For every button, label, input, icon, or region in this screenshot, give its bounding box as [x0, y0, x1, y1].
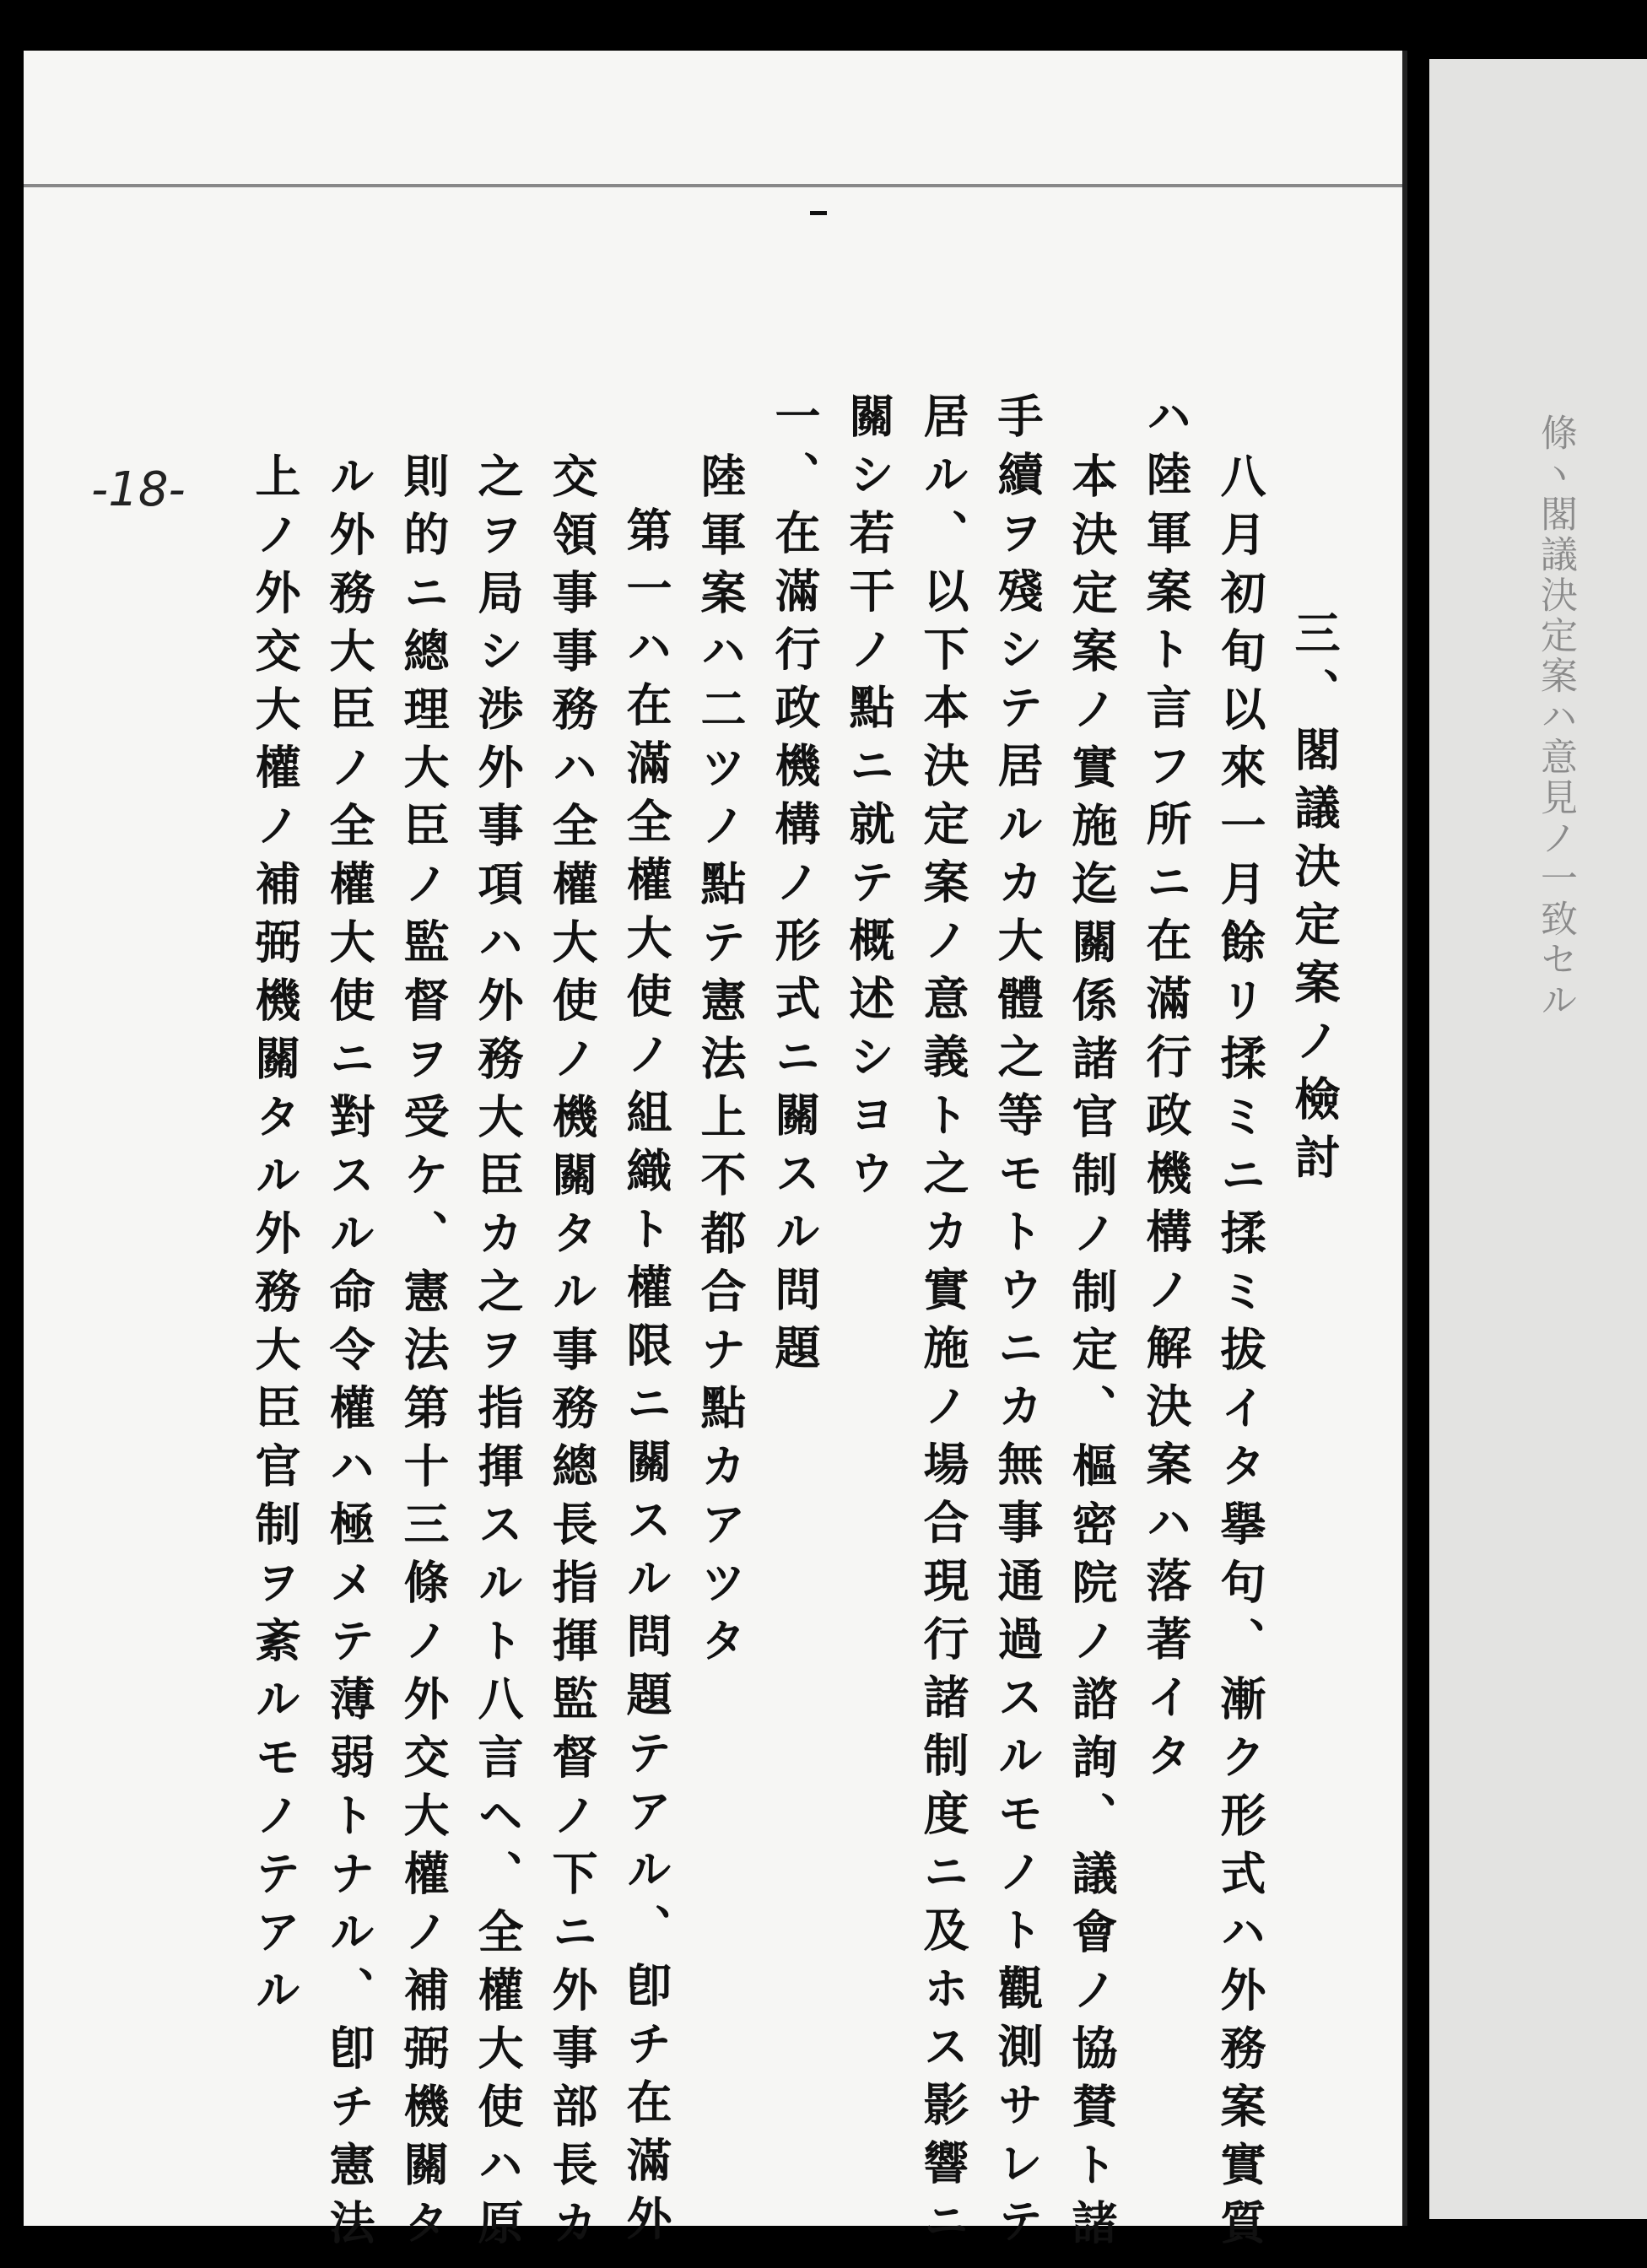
subsection-heading: 一、在滿行政機構ノ形式ニ關スル問題 [768, 392, 822, 1382]
text-line: 本決定案ノ實施迄關係諸官制ノ制定、樞密院ノ諮詢、議會ノ協賛ト諸 [1065, 452, 1119, 2257]
text-line: 手續ヲ殘シテ居ルカ大體之等モトウニカ無事通過スルモノト觀測サレテ [991, 392, 1045, 2255]
text-line: 交領事事務ハ全權大使ノ機關タル事務總長指揮監督ノ下ニ外事部長カ [545, 452, 599, 2257]
text-line: 第一ハ在滿全權大使ノ組織ト權限ニ關スル問題テアル、卽チ在滿外 [619, 506, 673, 2253]
text-line: 則的ニ總理大臣ノ監督ヲ受ケ、憲法第十三條ノ外交大權ノ補弼機關タ [397, 452, 451, 2257]
text-line: 八月初旬以來一月餘リ揉ミニ揉ミ拔イタ擧句、漸ク形式ハ外務案實質 [1213, 452, 1267, 2257]
text-line: 陸軍案ハ二ツノ點テ憲法上不都合ナ點カアツタ [694, 452, 748, 1675]
adjacent-page-text: 條ヽ閣議決定案ハ意見ノ一致セル [1534, 413, 1577, 1021]
top-mark [810, 211, 827, 215]
adjacent-page-strip [1429, 59, 1647, 2219]
text-line: 上ノ外交大權ノ補弼機關タル外務大臣官制ヲ紊ルモノテアル [248, 452, 302, 2024]
text-line: ル外務大臣ノ全權大使ニ對スル命令權ハ極メテ薄弱トナル、卽チ憲法 [322, 452, 376, 2257]
text-line: ハ陸軍案ト言フ所ニ在滿行政機構ノ解決案ハ落著イタ [1139, 392, 1193, 1790]
text-line: 之ヲ局シ渉外事項ハ外務大臣カ之ヲ指揮スルト八言ヘ、全權大使ハ原 [471, 452, 525, 2257]
page-number: -18- [91, 462, 186, 517]
document-page [24, 51, 1407, 2257]
text-line: 關シ若干ノ點ニ就テ概述シヨウ [842, 392, 896, 1207]
top-rule [24, 184, 1402, 187]
section-heading: 三、閣議決定案ノ檢討 [1288, 609, 1342, 1191]
text-line: 居ル、以下本決定案ノ意義ト之カ實施ノ場合現行諸制度ニ及ホス影響ニ [916, 392, 970, 2255]
